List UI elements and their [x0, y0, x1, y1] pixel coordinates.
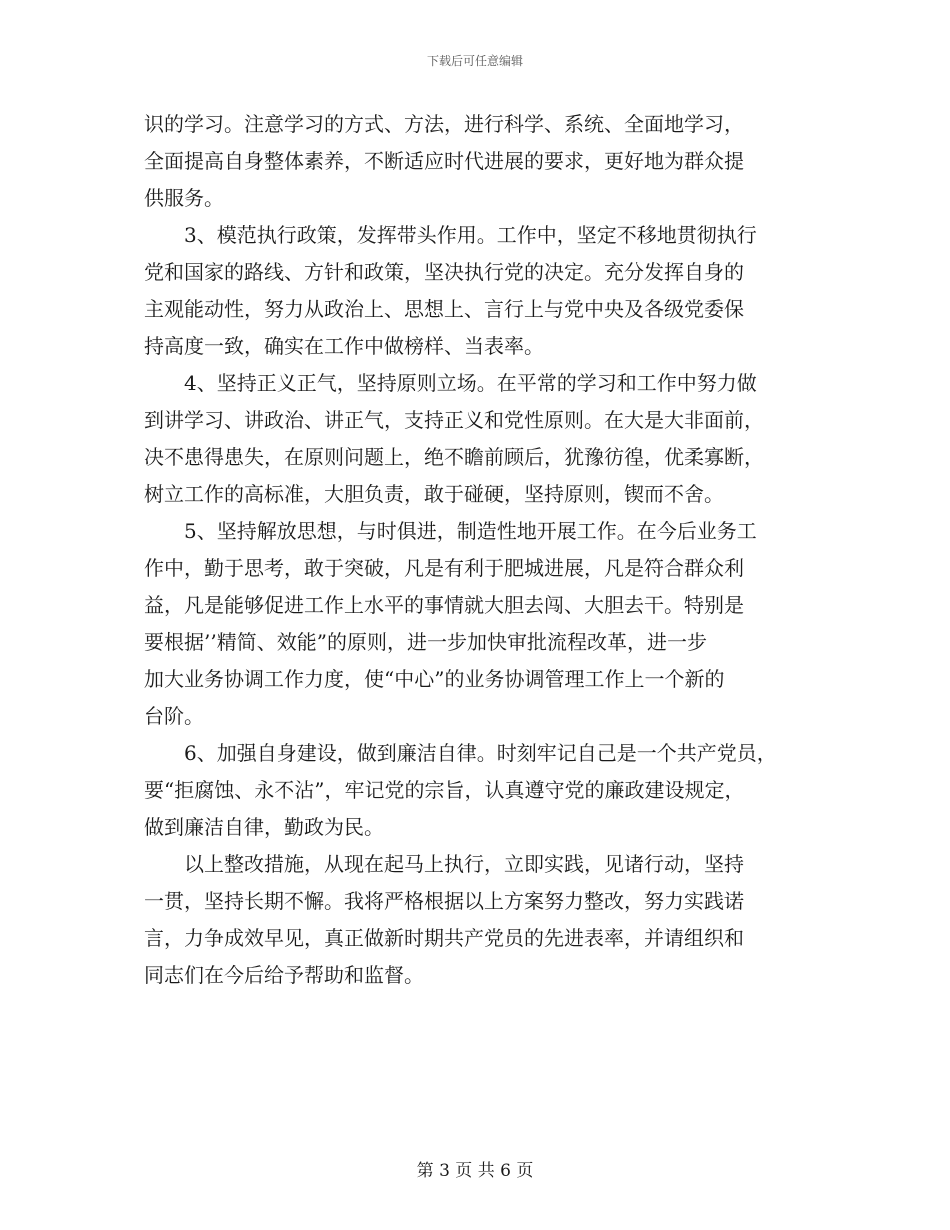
text-line: 决不患得患失，在原则问题上，绝不瞻前顾后，犹豫彷徨，优柔寡断， — [144, 445, 764, 469]
text-line: 树立工作的高标准，大胆负责，敢于碰硬，坚持原则，锲而不舍。 — [144, 482, 724, 506]
text-line: 6、加强自身建设，做到廉洁自律。时刻牢记自己是一个共产党员， — [144, 741, 777, 765]
text-line: 5、坚持解放思想，与时俱进，制造性地开展工作。在今后业务工 — [144, 519, 757, 543]
text-line: 作中，勤于思考，敢于突破，凡是有利于肥城进展，凡是符合群众利 — [144, 556, 744, 580]
text-line: 做到廉洁自律，勤政为民。 — [144, 815, 384, 839]
text-line: 要“拒腐蚀、永不沾”，牢记党的宗旨，认真遵守党的廉政建设规定， — [144, 778, 745, 802]
text-line: 言，力争成效早见，真正做新时期共产党员的先进表率，并请组织和 — [144, 926, 744, 950]
text-line: 以上整改措施，从现在起马上执行，立即实践，见诸行动，坚持 — [144, 852, 744, 876]
text-line: 益，凡是能够促进工作上水平的事情就大胆去闯、大胆去干。特别是 — [144, 593, 744, 617]
text-line: 党和国家的路线、方针和政策，坚决执行党的决定。充分发挥自身的 — [144, 260, 744, 284]
text-line: 同志们在今后给予帮助和监督。 — [144, 963, 424, 987]
text-line: 4、坚持正义正气，坚持原则立场。在平常的学习和工作中努力做 — [144, 371, 757, 395]
text-line: 一贯，坚持长期不懈。我将严格根据以上方案努力整改，努力实践诺 — [144, 889, 744, 913]
text-line: 主观能动性，努力从政治上、思想上、言行上与党中央及各级党委保 — [144, 297, 744, 321]
text-line: 全面提高自身整体素养，不断适应时代进展的要求，更好地为群众提 — [144, 149, 744, 173]
text-line: 台阶。 — [144, 704, 204, 728]
page-header: 下载后可任意编辑 — [426, 54, 523, 68]
text-line: 要根据’’精简、效能”的原则，进一步加快审批流程改革，进一步 — [144, 630, 707, 654]
page-number-footer: 第 3 页 共 6 页 — [416, 1161, 534, 1181]
document-body — [144, 106, 834, 994]
text-line: 识的学习。注意学习的方式、方法，进行科学、系统、全面地学习， — [144, 112, 744, 136]
text-line: 3、模范执行政策，发挥带头作用。工作中，坚定不移地贯彻执行 — [144, 223, 757, 247]
text-line: 供服务。 — [144, 186, 224, 210]
text-line: 加大业务协调工作力度，使“中心”的业务协调管理工作上一个新的 — [144, 667, 725, 691]
text-line: 持高度一致，确实在工作中做榜样、当表率。 — [144, 334, 544, 358]
text-line: 到讲学习、讲政治、讲正气，支持正义和党性原则。在大是大非面前， — [144, 408, 764, 432]
